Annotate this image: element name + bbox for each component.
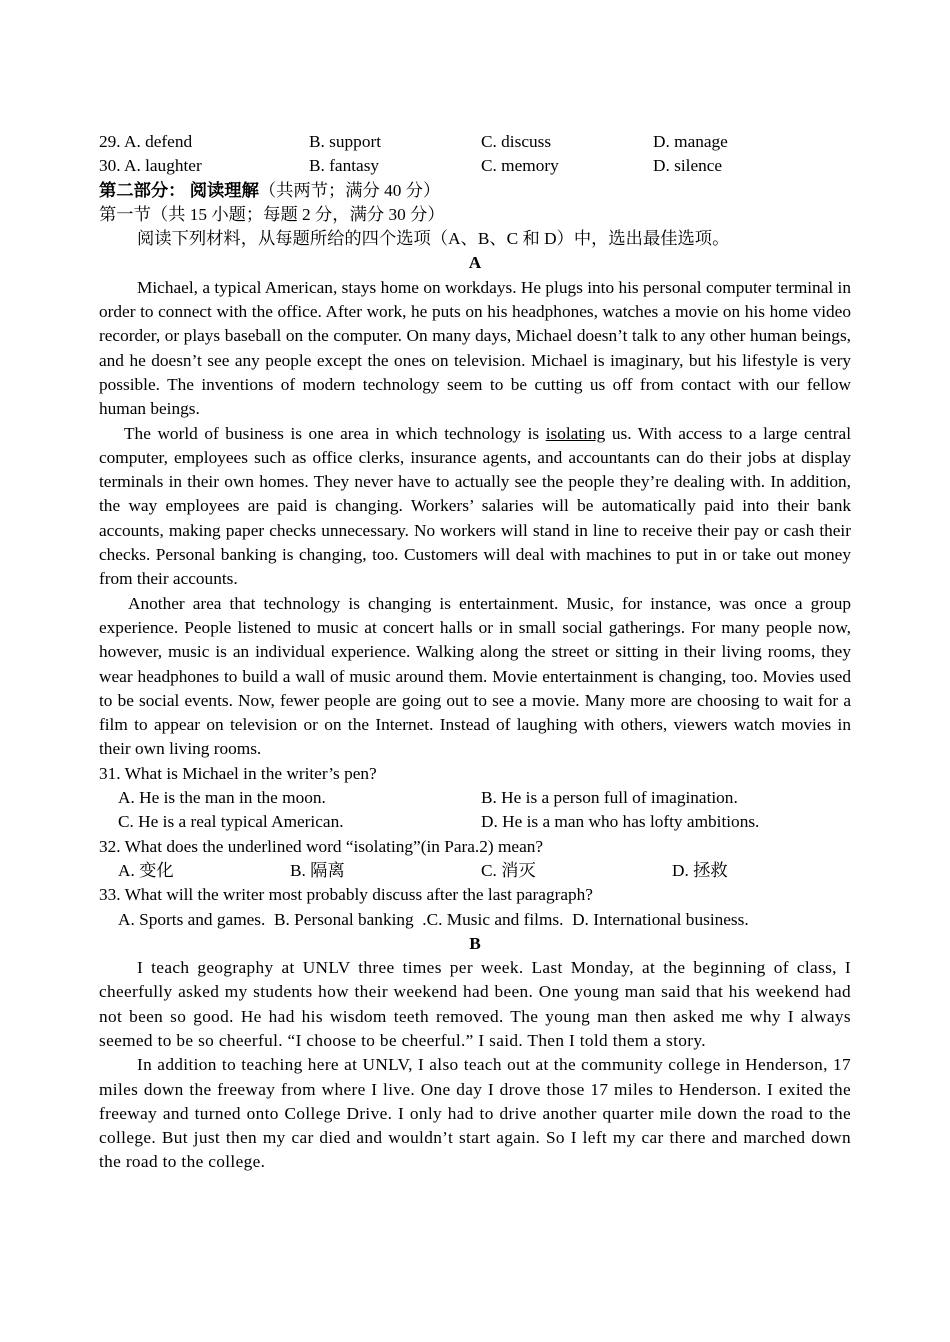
part2-heading [99,179,851,203]
paragraph-text: The world of business is one area in which technology is [124,423,546,443]
question-32-stem: 32. What does the underlined word “isolating”(in Para.2) mean? [99,836,544,856]
passage-b-label: B [469,933,481,953]
option-a: 29. A. defend [99,132,193,151]
paragraph-text: us. With access to a large central computer, employees such as office clerks, insurance agents, and accountants can do their jobs at display terminals in their own homes. They never have to actually see the people they’re dealing with. In addition, the way employees are paid is changing. Workers’ salaries will be automatically paid into their bank accounts, making paper checks unnecessary. No workers will stand in line to receive their pay or cash their checks. Personal banking is changing, too. Customers will deal with machines to put in or take out money from their accounts. [99,423,851,589]
option-a: 30. A. laughter [99,156,202,176]
option-a: A. 变化 [118,860,174,880]
option-c: C. memory [481,156,559,176]
passage-b-paragraph-2: In addition to teaching here at UNLV, I also teach out at the community college in Henderson, 17 miles down the freeway from where I live. One day I drove those 17 miles to Henderson. I exited the freeway and turned onto College Drive. I only had to drive another quarter mile down the road to the college. But just then my car died and wouldn’t start again. So I left my car there and marched down the road to the college. [99,1055,851,1172]
option-b: B. He is a person full of imagination. [481,788,738,808]
passage-a-paragraph-3: Another area that technology is changing is entertainment. Music, for instance, was once a group experience. People listened to music at concert halls or in small social gatherings. For many people now, however, music is an individual experience. Walking along the street or sitting in their living rooms, they wear headphones to build a wall of music around them. Movie entertainment is changing, too. Movies used to be social events. Now, fewer people are going out to see a movie. Many more are choosing to wait for a film to appear on television or on the Internet. Instead of laughing with others, viewers watch movies in their own living rooms. [99,593,851,759]
passage-a-paragraph-1: Michael, a typical American, stays home on workdays. He plugs into his personal computer terminal in order to connect with the office. After work, he puts on his headphones, watches a movie on his home video recorder, or plays baseball on the computer. On many days, Michael doesn’t talk to any other human beings, and he doesn’t see any people except the ones on television. Michael is imaginary, but his lifestyle is very possible. The inventions of modern technology seem to be cutting us off from contact with our fellow human beings. [99,277,851,419]
underlined-word: isolating [545,423,606,443]
question-33-options: A. Sports and games. B. Personal banking .C. Music and films. D. International business. [118,909,749,929]
option-d: D. manage [653,132,728,151]
option-c: C. He is a real typical American. [118,812,344,832]
question-32-options [99,859,851,883]
question-33-stem: 33. What will the writer most probably discuss after the last paragraph? [99,885,593,905]
part2-score: （共两节；满分 40 分） [258,180,441,200]
section1-heading: 第一节（共 15 小题；每题 2 分，满分 30 分） [99,204,445,224]
passage-b-paragraph-1: I teach geography at UNLV three times per week. Last Monday, at the beginning of class, I cheerfully asked my students how their weekend had been. One young man said that his weekend had not been so good. He had his wisdom teeth removed. The young man then asked me why I always seemed to be so cheerful. “I choose to be cheerful.” I said. Then I told them a story. [99,958,851,1050]
cloze-row-29 [99,130,851,154]
option-b: B. support [309,132,382,151]
option-a: A. He is the man in the moon. [118,788,326,808]
option-d: D. 拯救 [672,860,728,880]
exam-page [99,130,851,1175]
option-c: C. discuss [481,132,552,151]
question-31-stem: 31. What is Michael in the writer’s pen? [99,763,377,783]
passage-a-label: A [468,253,482,273]
option-d: D. silence [653,156,723,176]
cloze-row-30 [99,154,851,178]
question-31-options-ab [99,786,851,810]
option-b: B. fantasy [309,156,380,176]
passage-a-paragraph-2 [99,422,851,592]
question-31-options-cd [99,810,851,834]
part2-title: 第二部分： 阅读理解 [99,180,259,200]
option-c: C. 消灭 [481,860,536,880]
option-d: D. He is a man who has lofty ambitions. [481,812,760,832]
instruction: 阅读下列材料，从每题所给的四个选项（A、B、C 和 D）中，选出最佳选项。 [137,229,730,249]
option-b: B. 隔离 [290,860,345,880]
